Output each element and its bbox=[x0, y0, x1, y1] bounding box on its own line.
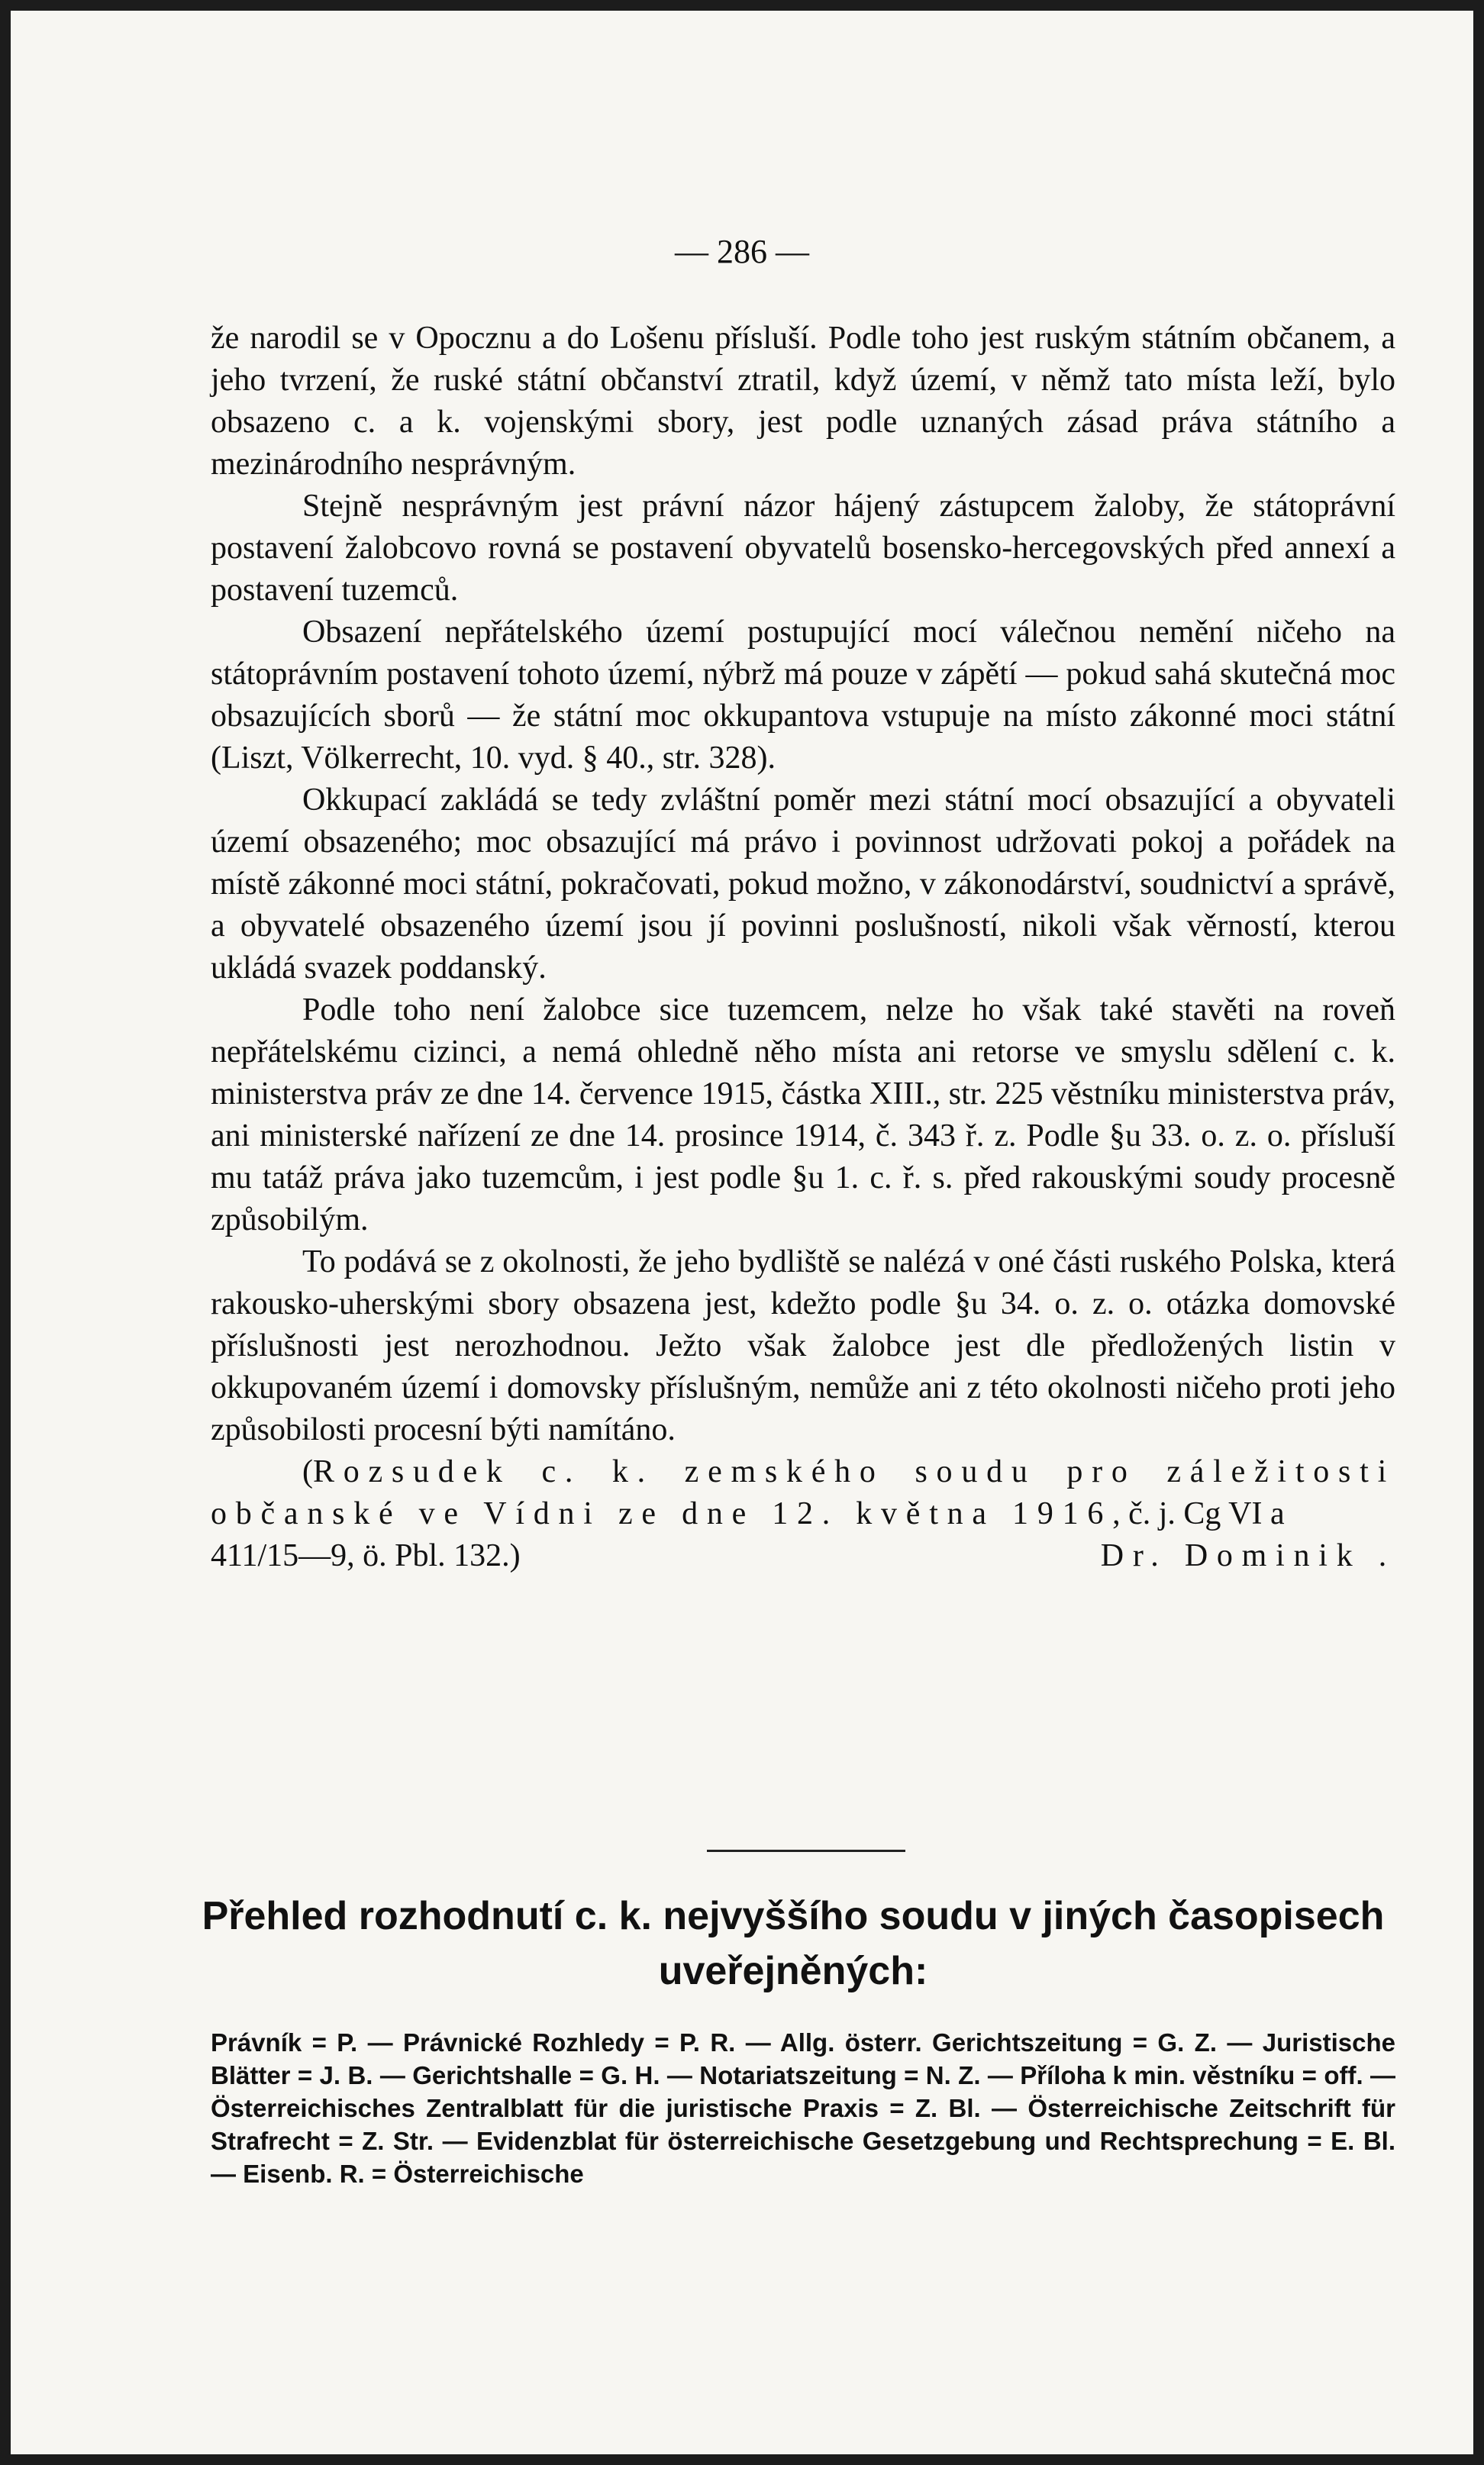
citation-court: Rozsudek c. k. zemského soudu pro záležitosti občanské ve Vídni ze dne 12. května 1916 bbox=[211, 1454, 1395, 1531]
article-body bbox=[211, 318, 1395, 1577]
citation-last-line bbox=[211, 1535, 1395, 1577]
paragraph: že narodil se v Opocznu a do Lošenu přísluší. Podle toho jest ruským státním občanem, a jeho tvrzení, že ruské státní občanství ztratil, když území, v němž tato místa leží, bylo obsazeno c. a k. vojenskými sbory, jest podle uznaných zásad práva státního a mezinárodního nesprávným. bbox=[211, 321, 1395, 482]
paragraph: Obsazení nepřátelského území postupující mocí válečnou nemění ničeho na státoprávním postavení tohoto území, nýbrž má pouze v zápětí — pokud sahá skutečná moc obsazujících sborů — že státní moc okkupantova vstupuje na místo zákonné moci státní (Liszt, Völkerrecht, 10. vyd. § 40., str. 328). bbox=[211, 615, 1395, 776]
document-page bbox=[11, 11, 1473, 2454]
abbreviations-list: Právník = P. — Právnické Rozhledy = P. R. — Allg. österr. Gerichtszeitung = G. Z. — Juristische Blätter = J. B. — Gerichtshalle = G. H. — Notariatszeitung = N. Z. — Příloha k min. věstníku = off. — Österreichisches Zentralblatt für die juristische Praxis = Z. Bl. — Österreichische Zeitschrift für Strafrecht = Z. Str. — Evidenzblat für österreichische Gesetzgebung und Rechtsprechung = E. Bl. — Eisenb. R. = Österreichische bbox=[211, 2028, 1395, 2188]
paragraph: Stejně nesprávným jest právní názor hájený zástupcem žaloby, že státoprávní postavení žalobcovo rovná se postavení obyvatelů bosensko-hercegovských před annexí a postavení tuzemců. bbox=[211, 489, 1395, 608]
citation-reference: 411/15—9, ö. Pbl. 132.) bbox=[211, 1538, 521, 1573]
paragraph: Podle toho není žalobce sice tuzemcem, nelze ho však také stavěti na roveň nepřátelskému cizinci, a nemá ohledně něho místa ani retorse ve smyslu sdělení c. k. ministerstva práv ze dne 14. července 1915, částka XIII., str. 225 věstníku ministerstva práv, ani ministerské nařízení ze dne 14. prosince 1914, č. 343 ř. z. Podle §u 33. o. z. o. přísluší mu tatáž práva jako tuzemcům, i jest podle §u 1. c. ř. s. před rakouskými soudy procesně způsobilým. bbox=[211, 992, 1395, 1237]
citation-open: ( bbox=[302, 1454, 313, 1489]
author-signature: Dr. Dominik . bbox=[1100, 1538, 1395, 1573]
paragraph: Okkupací zakládá se tedy zvláštní poměr mezi státní mocí obsazující a obyvateli území obsazeného; moc obsazující má právo i povinnost udržovati pokoj a pořádek na místě zákonné moci státní, pokračovati, pokud možno, v zákonodárství, soudnictví a správě, a obyvatelé obsazeného území jsou jí povinni poslušností, nikoli však věrností, kterou ukládá svazek poddanský. bbox=[211, 782, 1395, 986]
paragraph: To podává se z okolnosti, že jeho bydliště se nalézá v oné části ruského Polska, která rakousko-uherskými sbory obsazena jest, kdežto podle §u 34. o. z. o. otázka domovské příslušnosti jest nerozhodnou. Ježto však žalobce jest dle předložených listin v okkupovaném území i domovsky příslušným, nemůže ani z této okolnosti ničeho proti jeho způsobilosti procesní býti namítáno. bbox=[211, 1244, 1395, 1447]
section-divider bbox=[707, 1850, 905, 1852]
citation bbox=[211, 1451, 1395, 1535]
section-heading: Přehled rozhodnutí c. k. nejvyššího soudu v jiných časopisech uveřejněných: bbox=[202, 1894, 1385, 1993]
citation-ref: , č. j. Cg VI a bbox=[1112, 1496, 1285, 1531]
page-number: — 286 — bbox=[675, 233, 809, 270]
